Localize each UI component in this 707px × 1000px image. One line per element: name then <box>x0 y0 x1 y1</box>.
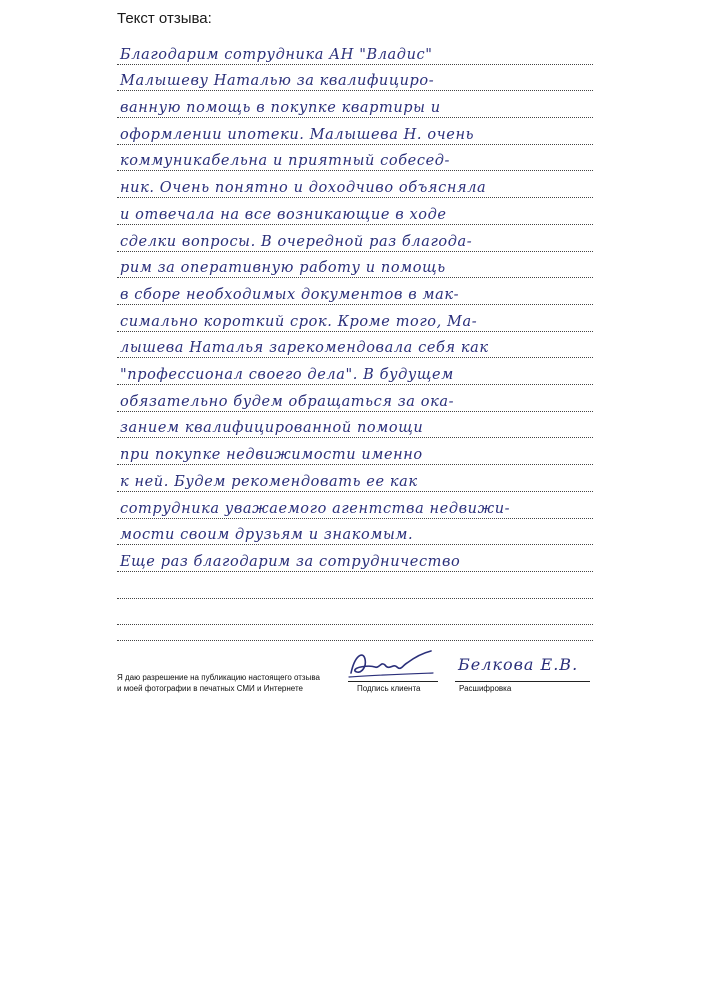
signature-caption: Подпись клиента <box>357 684 421 693</box>
review-line: занием квалифицированной помощи <box>120 420 424 436</box>
ruled-line <box>117 491 593 492</box>
review-line: "профессионал своего дела". В будущем <box>120 367 454 383</box>
ruled-line <box>117 277 593 278</box>
review-line: при покупке недвижимости именно <box>120 447 423 463</box>
ruled-line <box>117 170 593 171</box>
ruled-line <box>117 117 593 118</box>
review-line: лышева Наталья зарекомендовала себя как <box>120 340 489 356</box>
ruled-line <box>117 544 593 545</box>
review-line: ник. Очень понятно и доходчиво объясняла <box>120 180 487 196</box>
ruled-line <box>117 464 593 465</box>
review-line: симально короткий срок. Кроме того, Ма- <box>120 314 478 330</box>
review-line: Еще раз благодарим за сотрудничество <box>120 554 461 570</box>
ruled-line <box>117 64 593 65</box>
review-line: и отвечала на все возникающие в ходе <box>120 207 447 223</box>
review-text-title: Текст отзыва: <box>117 10 212 27</box>
decode-line <box>455 681 590 682</box>
ruled-line <box>117 357 593 358</box>
ruled-line <box>117 251 593 252</box>
signature-decode-value: Белкова Е.В. <box>458 655 579 674</box>
review-line: в сборе необходимых документов в мак- <box>120 287 460 303</box>
review-line: сделки вопросы. В очередной раз благода- <box>120 234 473 250</box>
review-line: Благодарим сотрудника АН "Владис" <box>120 47 433 63</box>
ruled-line <box>117 304 593 305</box>
ruled-line <box>117 640 593 641</box>
publication-consent <box>117 672 347 694</box>
decode-caption: Расшифровка <box>459 684 512 693</box>
review-line: оформлении ипотеки. Малышева Н. очень <box>120 127 475 143</box>
review-line: к ней. Будем рекомендовать ее как <box>120 474 418 490</box>
ruled-line <box>117 197 593 198</box>
ruled-line <box>117 571 593 572</box>
review-line: мости своим друзьям и знакомым. <box>120 527 414 543</box>
ruled-line <box>117 518 593 519</box>
ruled-line <box>117 90 593 91</box>
review-line: Малышеву Наталью за квалифициро- <box>120 73 435 89</box>
ruled-line <box>117 624 593 625</box>
consent-line: и моей фотографии в печатных СМИ и Интернете <box>117 684 303 693</box>
ruled-line <box>117 331 593 332</box>
consent-line: Я даю разрешение на публикацию настоящего отзыва <box>117 673 320 682</box>
review-line: сотрудника уважаемого агентства недвижи- <box>120 501 511 517</box>
review-line: коммуникабельна и приятный собесед- <box>120 153 451 169</box>
ruled-line <box>117 437 593 438</box>
ruled-line <box>117 224 593 225</box>
signature-line <box>348 681 438 682</box>
ruled-line <box>117 384 593 385</box>
ruled-line <box>117 598 593 599</box>
ruled-line <box>117 144 593 145</box>
review-line: ванную помощь в покупке квартиры и <box>120 100 441 116</box>
client-signature <box>345 647 435 681</box>
review-line: обязательно будем обращаться за ока- <box>120 394 455 410</box>
review-line: рим за оперативную работу и помощь <box>120 260 446 276</box>
ruled-line <box>117 411 593 412</box>
